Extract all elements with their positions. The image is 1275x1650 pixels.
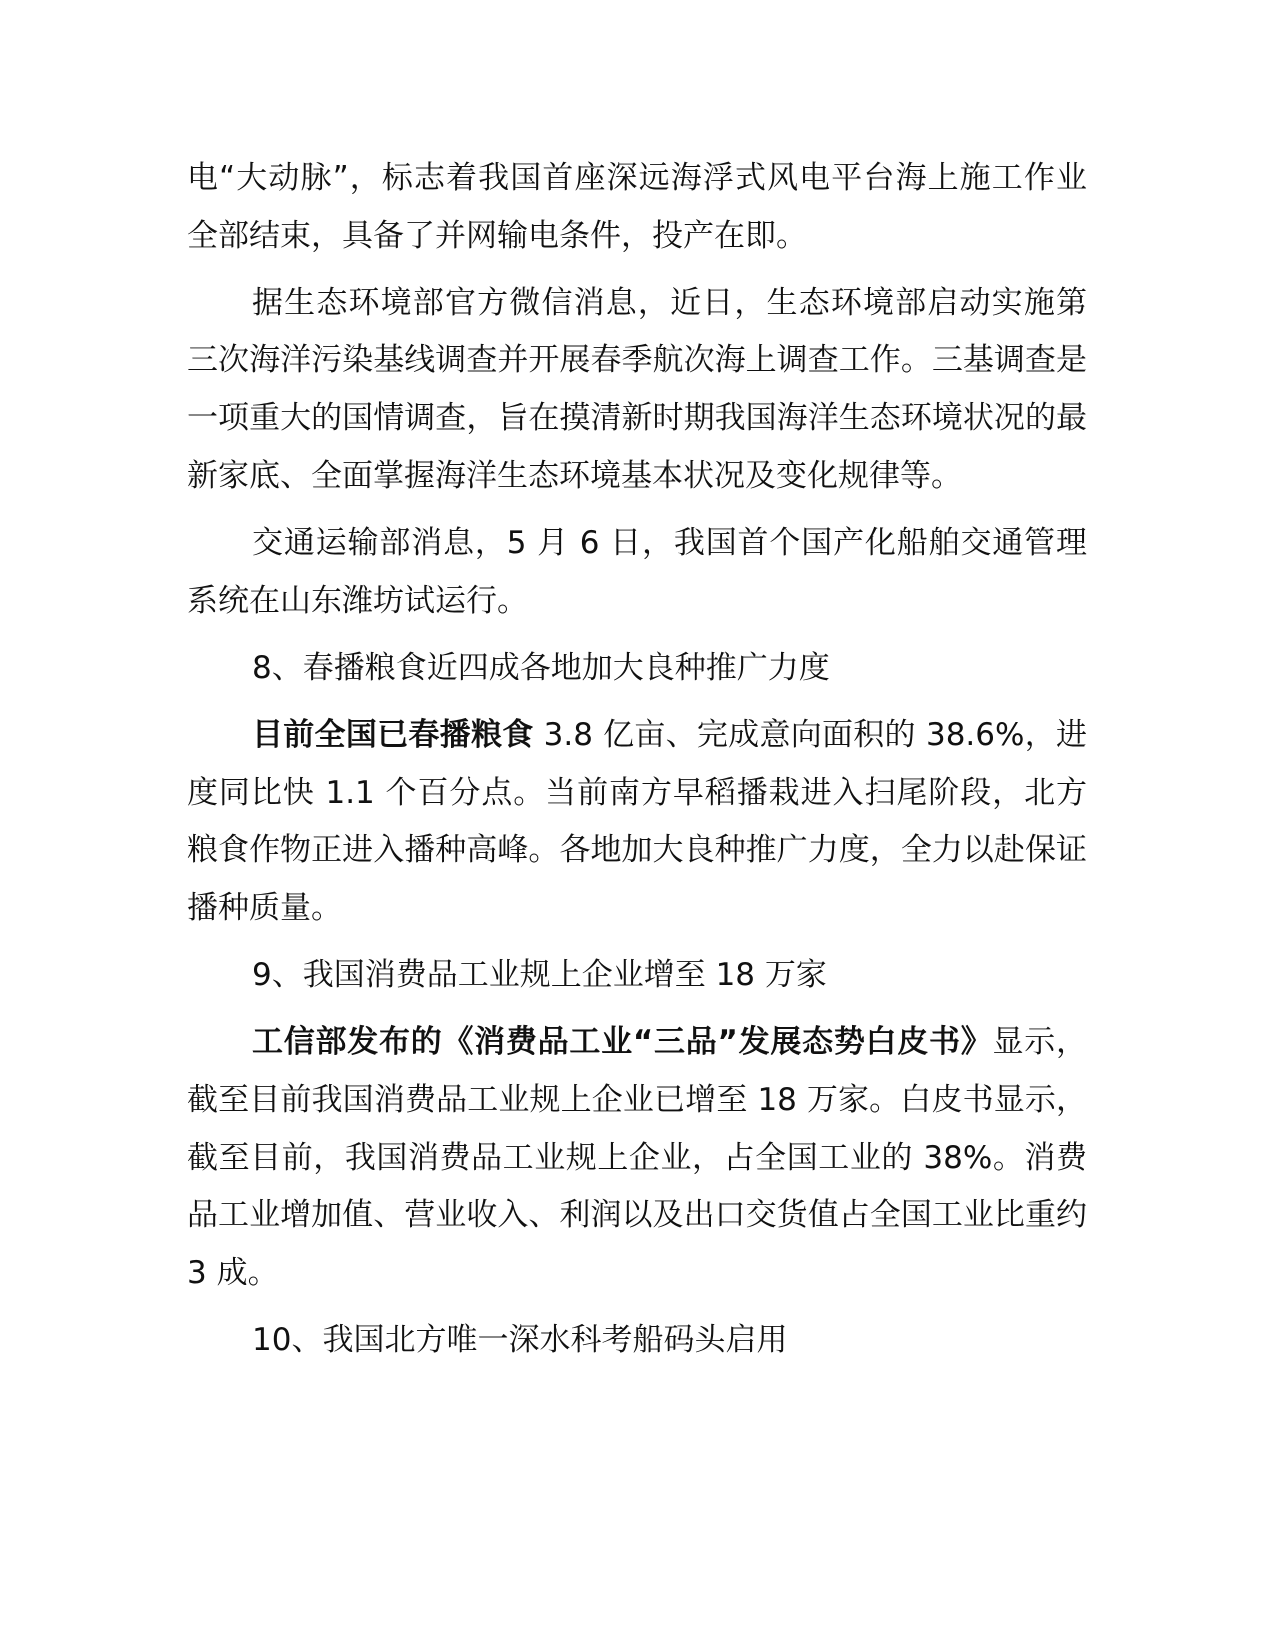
heading-item-10: 10、我国北方唯一深水科考船码头启用: [252, 1322, 788, 1359]
heading-item-9: 9、我国消费品工业规上企业增至 18 万家: [252, 957, 827, 994]
heading-item-8: 8、春播粮食近四成各地加大良种推广力度: [252, 649, 830, 686]
paragraph-consumer-goods: [187, 1014, 1087, 1302]
paragraph-consumer-goods-lead: 工信部发布的《消费品工业“三品”发展态势白皮书》: [252, 1024, 993, 1061]
paragraph-spring-sowing-lead: 目前全国已春播粮食: [252, 717, 534, 754]
document-page: [187, 150, 1087, 1379]
paragraph-consumer-goods-rest: 显示，截至目前我国消费品工业规上企业已增至 18 万家。白皮书显示，截至目前，我国消费品工业规上企业，占全国工业的 38%。消费品工业增加值、营业收入、利润以及出口交货值占全国工业比重约 3 成。: [187, 1024, 1087, 1291]
paragraph-spring-sowing: [187, 707, 1087, 937]
paragraph-wind-power: 电“大动脉”，标志着我国首座深远海浮式风电平台海上施工作业全部结束，具备了并网输电条件，投产在即。: [187, 160, 1087, 254]
paragraph-spring-sowing-rest: 3.8 亿亩、完成意向面积的 38.6%，进度同比快 1.1 个百分点。当前南方早稻播栽进入扫尾阶段，北方粮食作物正进入播种高峰。各地加大良种推广力度，全力以赴保证播种质量。: [187, 717, 1088, 926]
paragraph-ocean-survey: 据生态环境部官方微信消息，近日，生态环境部启动实施第三次海洋污染基线调查并开展春季航次海上调查工作。三基调查是一项重大的国情调查，旨在摸清新时期我国海洋生态环境状况的最新家底、全面掌握海洋生态环境基本状况及变化规律等。: [187, 284, 1087, 494]
paragraph-vessel-traffic: 交通运输部消息，5 月 6 日，我国首个国产化船舶交通管理系统在山东潍坊试运行。: [187, 524, 1087, 619]
